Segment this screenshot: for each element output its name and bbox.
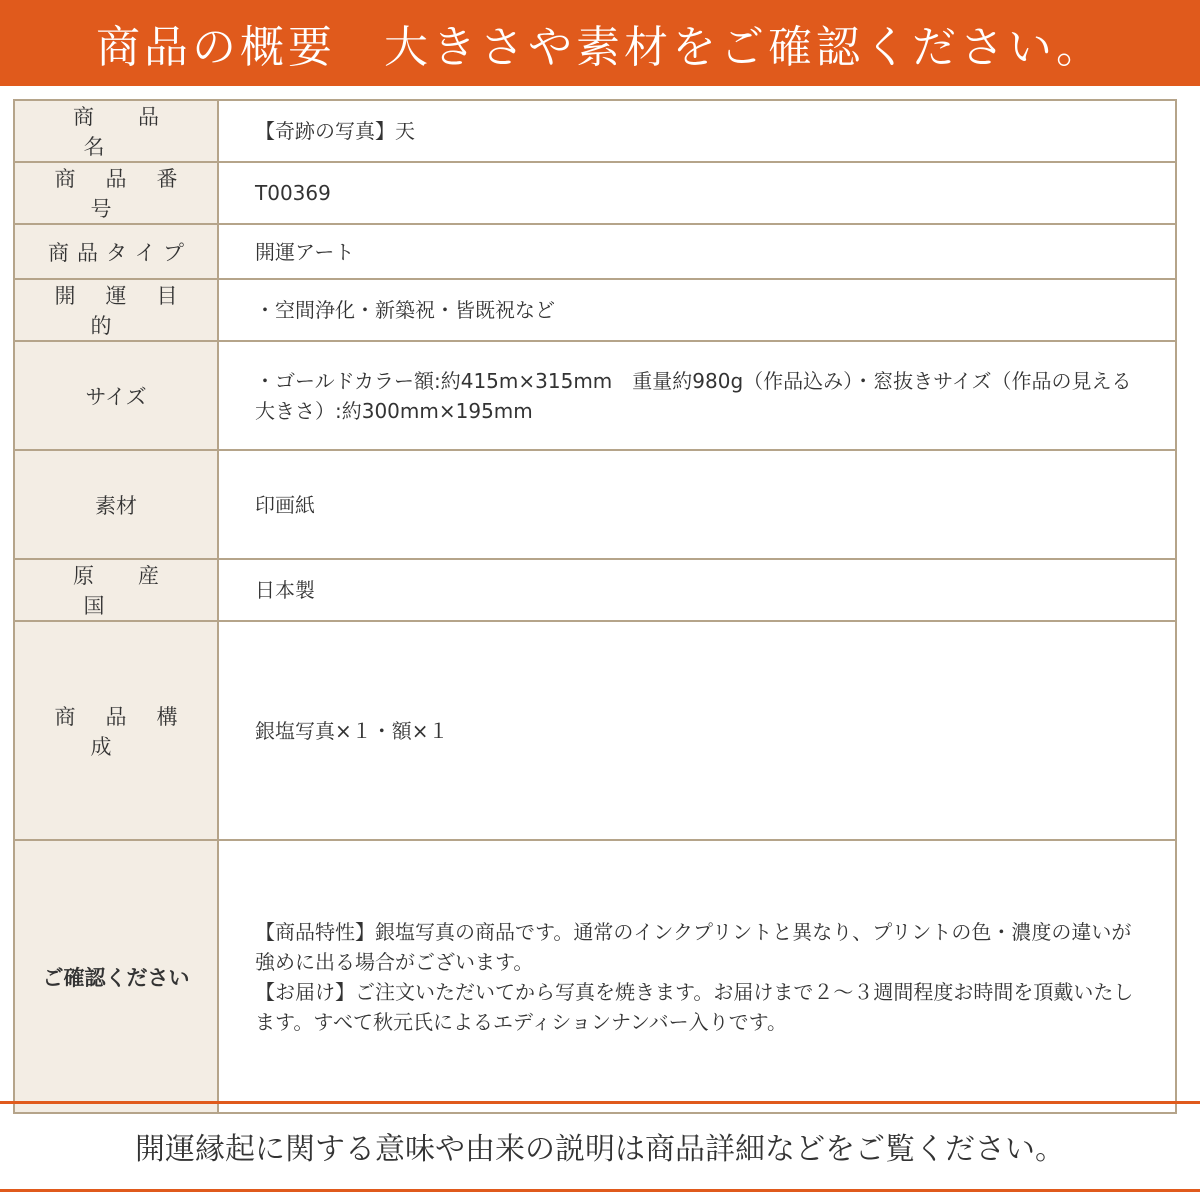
table-row [14,162,1176,224]
table-row [14,100,1176,162]
table-row [14,224,1176,279]
row-label: 商品名 [14,100,218,162]
table-row [14,840,1176,1113]
row-label: 原産国 [14,559,218,621]
table-row [14,559,1176,621]
confirm-label: ご確認ください [14,840,218,1113]
table-row [14,279,1176,341]
page-title: 商品の概要 大きさや素材をご確認ください。 [96,22,1104,73]
row-label: 商品タイプ [14,224,218,279]
table-row [14,450,1176,559]
row-value: 日本製 [218,559,1176,621]
row-value: 銀塩写真×１・額×１ [218,621,1176,840]
note-product-characteristics: 【商品特性】銀塩写真の商品です。通常のインクプリントと異なり、プリントの色・濃度の違いが強めに出る場合がございます。 [255,919,1132,974]
row-value: 印画紙 [218,450,1176,559]
row-value: T00369 [218,162,1176,224]
row-value: ・ゴールドカラー額:約415m×315mm 重量約980g（作品込み）・窓抜きサイズ（作品の見える大きさ）:約300mm×195mm [218,341,1176,450]
note-delivery: 【お届け】ご注文いただいてから写真を焼きます。お届けまで２〜３週間程度お時間を頂戴いたします。すべて秋元氏によるエディションナンバー入りです。 [255,979,1134,1034]
footer-divider-bottom [0,1189,1200,1192]
row-value: 開運アート [218,224,1176,279]
row-value: ・空間浄化・新築祝・皆既祝など [218,279,1176,341]
header-banner [0,0,1200,86]
row-value: 【奇跡の写真】天 [218,100,1176,162]
table-row [14,621,1176,840]
row-label: 商品構成 [14,621,218,840]
table-row [14,341,1176,450]
row-value [218,840,1176,1113]
row-label: 商品番号 [14,162,218,224]
footer-note: 開運縁起に関する意味や由来の説明は商品詳細などをご覧ください。 [135,1132,1065,1167]
row-label: サイズ [14,341,218,450]
product-spec-table [13,99,1177,1114]
row-label: 開運目的 [14,279,218,341]
row-label: 素材 [14,450,218,559]
